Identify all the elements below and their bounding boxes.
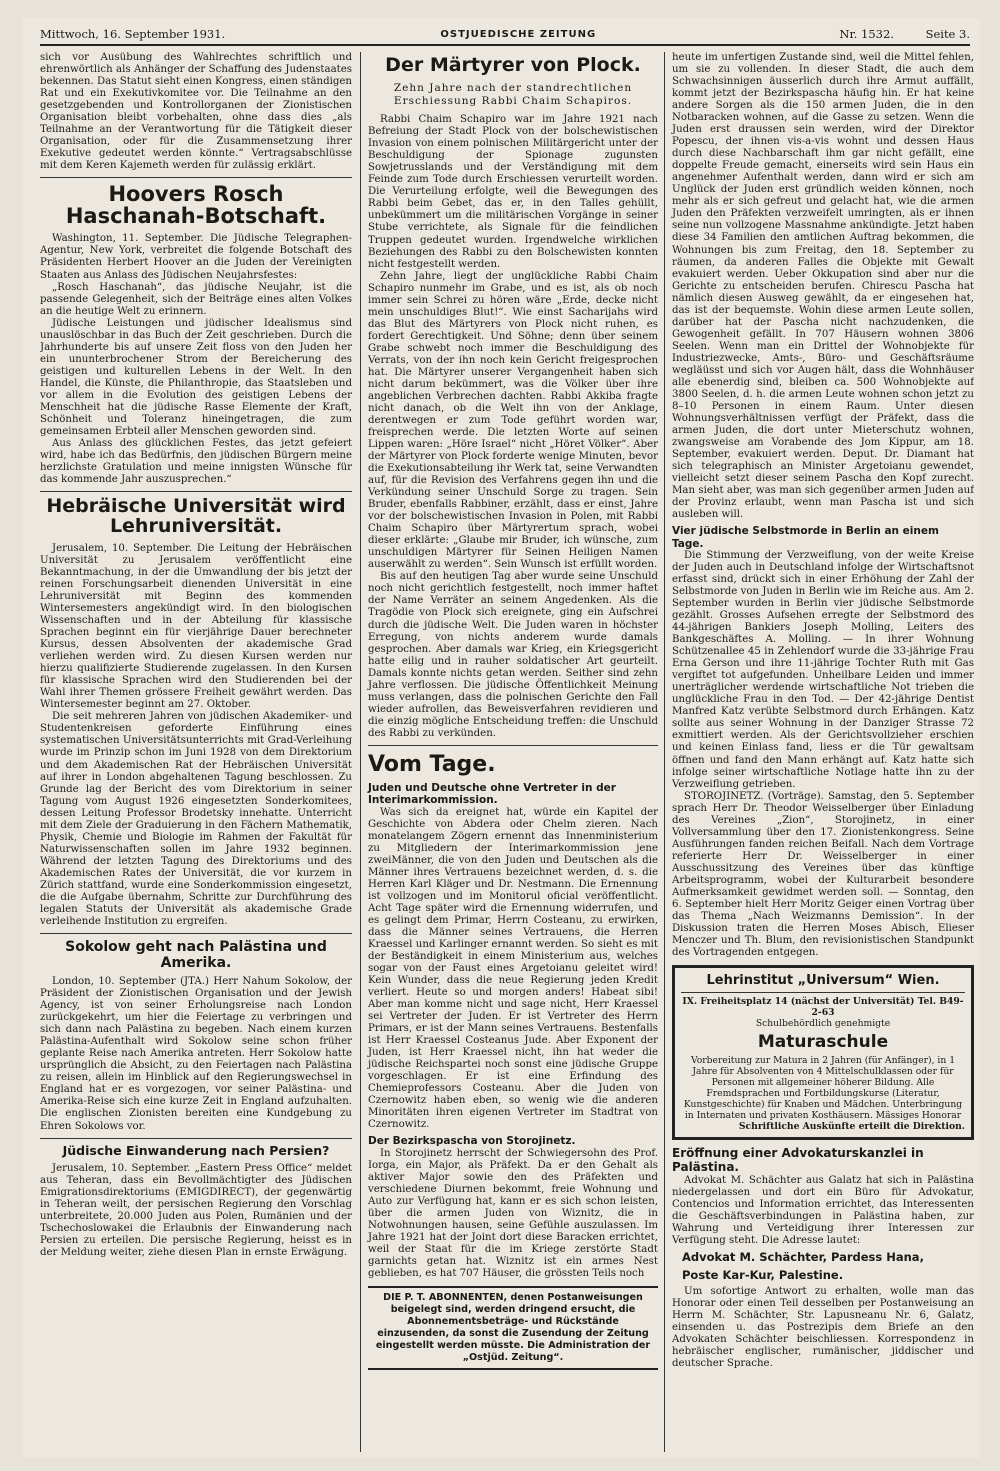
address-line: Advokat M. Schächter, Pardess Hana, bbox=[682, 1249, 924, 1264]
article-text: Rabbi Chaim Schapiro war im Jahre 1921 nach Befreiung der Stadt Plock von der bolschewistischen Invasion von einem polnischen Militärgericht unter der Beschuldigung der Spionage zugunsten Sowjetrusslands und der Verständigung mit dem Feinde zum Tode durch Erschiessen verurteilt worden. Die Verurteilung erfolgte, weil die Bewegungen des Rabbi beim Gebet, das er, in den Talles gehüllt, unbekümmert um die militärischen Vorgänge in seiner Stube verrichtete, als Signale für die feindlichen Truppen gedeutet wurden. Irgendwelche wirklichen Beziehungen des Rabbi zu den Bolschewisten konnten nicht festgestellt werden. bbox=[368, 114, 658, 270]
ad-title: Lehrinstitut „Universum“ Wien. bbox=[681, 973, 965, 993]
headline-sokolow: Sokolow geht nach Palästina und Amerika. bbox=[65, 938, 327, 972]
ad-license: Schulbehördlich genehmigte bbox=[755, 1017, 891, 1029]
ad-address: IX. Freiheitsplatz 14 (nächst der Universität) Tel. B49-2-63 bbox=[682, 995, 964, 1018]
newspaper-title: OSTJUEDISCHE ZEITUNG bbox=[440, 28, 597, 40]
ad-footer: Schriftliche Auskünfte erteilt die Direktion. bbox=[738, 1121, 965, 1133]
ad-heading: Maturaschule bbox=[757, 1031, 889, 1052]
column-right bbox=[664, 52, 974, 1452]
newspaper-page bbox=[22, 18, 980, 1458]
issue-date: Mittwoch, 16. September 1931. bbox=[40, 27, 226, 41]
page-number: Seite 3. bbox=[925, 27, 970, 41]
headline-persien: Jüdische Einwanderung nach Persien? bbox=[62, 1142, 330, 1158]
article-text: Advokat M. Schächter aus Galatz hat sich in Palästina niedergelassen und dort ein Büro für Advokatur, Contencios und Information errichtet, das Interessenten die Geschäftsverbindungen in Palästina haben, zur Wahrung und Verteidigung ihrer Interessen zur Verfügung steht. Die Adresse lautet: bbox=[672, 1174, 974, 1246]
article-text: Zehn Jahre, liegt der unglückliche Rabbi Chaim Schapiro nunmehr im Grabe, und es ist, als ob noch immer sein Schrei zu hören wäre „Erde, decke nicht mein unschuldiges Blut!“. Wie einst Sacharijahs wird das Blut des Märtyrers von Plock nicht ruhen, es fordert Gerechtigkeit. Und Söhne; denn über seinem Grabe schwebt noch immer die Beschuldigung des Verrats, von der ihn noch kein Gericht freigesprochen hat. Die Märtyrer unserer Vergangenheit haben sich nicht darum bekümmert, was die Völker über ihre angeblichen Verbrechen dachten. Rabbi Akkiba fragte nicht danach, ob die Welt ihn von der Anklage, derentwegen er zum Tode geführt worden war, freisprechen werde. Die letzten Worte auf seinen Lippen waren: „Höre Israel“ nicht „Höret Völker“. Aber der Märtyrer von Plock forderte wenige Minuten, bevor die Exekutionsabteilung ihr Werk tat, seine Verwandten auf, für die Revision des Verfahrens gegen ihn und die Verkündung seiner Unschuld Sorge zu tragen. Sein Bruder, ebenfalls Rabbiner, erzählt, dass er einst, Jahre vor der bolschewistischen Invasion in Polen, mit Rabbi Chaim Schapiro über Märtyrertum sprach, wobei dieser erklärte: „Glaube mir Bruder, ich wünsche, zum unschuldigen Märtyrer für Seinen Heiligen Namen auserwählt zu werden“. Sein Wunsch ist erfüllt worden. bbox=[368, 270, 658, 571]
section-heading-vom-tage: Vom Tage. bbox=[368, 751, 496, 777]
advertisement-maturaschule bbox=[672, 965, 974, 1140]
article-text: Aus Anlass des glücklichen Festes, das jetzt gefeiert wird, habe ich das Bedürfnis, den jüdischen Bürgern meine herzlichste Gratulation und meine innigsten Wünsche für das kommende Jahr auszusprechen.“ bbox=[40, 437, 352, 486]
headline-university: Hebräische Universität wird Lehruniversität. bbox=[46, 495, 346, 537]
article-text: Die Stimmung der Verzweiflung, von der weite Kreise der Juden auch in Deutschland infolge der Wirtschaftsnot erfasst sind, drückt sich in einer Erhöhung der Zahl der Selbstmorde von Juden in Berlin wie im Reiche aus. Am 2. September wurden in Berlin vier jüdische Selbstmorde gezählt. Grosses Aufsehen erregte der Selbstmord des 44-jährigen Bankiers Joseph Molling, Leiters des Bankgeschäftes A. Molling. — In ihrer Wohnung Schützenallee 45 in Zehlendorf wurde die 33-jährige Frau Erna Gerson und ihre 11-jährige Tochter Ruth mit Gas vergiftet tot aufgefunden. Unheilbare Leiden und immer unerträglicher werdende wirtschaftliche Not trieben die unglückliche Frau in den Tod. — Der 42-jährige Dentist Manfred Katz verübte Selbstmord durch Erhängen. Katz sollte aus seiner Wohnung in der Danziger Strasse 72 exmittiert werden. Als der Gerichtsvollzieher erschien und keinen Einlass fand, liess er die Tür gewaltsam öffnen und fand den Mann erhängt auf. Katz hatte sich infolge seiner wirtschaftliche Notlage hatte ihn zu der Verzweiflung getrieben. bbox=[672, 549, 974, 790]
article-text: Jüdische Leistungen und jüdischer Idealismus sind unauslöschbar in das Buch der Zeit geschrieben. Durch die Jahrhunderte bis auf unsere Zeit floss von den Juden her ein ununterbrochener Strom der Bereicherung des geistigen und kulturellen Lebens in der Welt. In den Handel, die Künste, die Philanthropie, das Staatsleben und vor allem in die Evolution des geistigen Lebens der Menschheit hat die jüdische Rasse Elemente der Kraft, Schönheit und Toleranz hineingetragen, die zum gemeinsamen Erbteil aller Menschen geworden sind. bbox=[40, 317, 352, 437]
article-text: Jerusalem, 10. September. Die Leitung der Hebräischen Universität zu Jerusalem veröffentlicht eine Bekanntmachung, in der die Umwandlung der bis jetzt der reinen Forschungsarbeit dienenden Universität in eine Lehruniversität mit Beginn des kommenden Wintersemesters angekündigt wird. In den biologischen Wissenschaften und in der Abteilung für klassische Sprachen beginnt ein für vierjährige Dauer berechneter Kursus, dessen Absolventen der akademische Grad verliehen werden wird. Zu diesen Kursen werden nur hierzu qualifizierte Studierende zugelassen. In den Kursen für klassische Sprachen wird den Studierenden bei der Wahl ihrer Themen grössere Freiheit gewährt werden. Das Wintersemester beginnt am 27. Oktober. bbox=[40, 542, 352, 711]
divider bbox=[40, 1138, 352, 1139]
article-lead: Vier jüdische Selbstmorde in Berlin an einem Tage. bbox=[672, 525, 939, 550]
headline-hoover: Hoovers Rosch Haschanah-Botschaft. bbox=[65, 182, 327, 229]
article-lead: Eröffnung einer Advokaturskanzlei in Palästina. bbox=[672, 1146, 924, 1175]
article-text: Die seit mehreren Jahren von jüdischen Akademiker- und Studentenkreisen geforderte Einführung eines systematischen Universitätsunterrichts mit Grad-Verleihung wurde im Prinzip schon im Juni 1928 von dem Direktorium und dem Akademischen Rat der Hebräischen Universität auf ihrer in London abgehaltenen Tagung beschlossen. Zu Grunde lag der Bericht des vom Direktorium in seiner Tagung vom August 1926 eingesetzten Sonderkomitees, dessen Leitung Professor Brodetsky innehatte. Unterricht mit dem Ziele der Graduierung in den Fächern Mathematik, Physik, Chemie und Biologie im Rahmen der Fakultät für Naturwissenschaften sollen im Jahre 1932 beginnen. Während der letzten Tagung des Direktoriums und des Akademischen Rates der Universität, die vor kurzem in Zürich stattfand, wurde eine Sonderkommission eingesetzt, die die Aufgabe übernahm, Schritte zur Durchführung des legalen Statuts der Universität als akademische Grade verleihende Institution zu ergreifen. bbox=[40, 711, 352, 927]
column-middle bbox=[360, 52, 658, 1452]
subscriber-notice: DIE P. T. ABONNENTEN, denen Postanweisungen beigelegt sind, werden dringend ersucht, die Abonnementsbeträge- und Rückstände einzusenden, da sonst die Zusendung der Zeitung eingestellt werden müsste. Die Administration der „Ostjüd. Zeitung“. bbox=[368, 1286, 658, 1370]
divider bbox=[40, 177, 352, 178]
address-line: Poste Kar-Kur, Palestine. bbox=[682, 1267, 844, 1282]
headline-plock: Der Märtyrer von Plock. bbox=[385, 54, 641, 76]
article-text: „Rosch Haschanah“, das jüdische Neujahr, ist die passende Gelegenheit, sich der Beiträge eines alten Volkes an die heutige Welt zu erinnern. bbox=[40, 281, 352, 317]
article-text: London, 10. September (JTA.) Herr Nahum Sokolow, der Präsident der Zionistischen Organisation und der Jewish Agency, ist von seiner Erholungsreise nach London zurückgekehrt, um hier die Feiertage zu verbringen und sich dann nach Palästina zu begeben. Nach einem kurzen Palästina-Aufenthalt wird Sokolow seine schon früher geplante Reise nach Amerika antreten. Herr Sokolow hatte ursprünglich die Absicht, zu den Feiertagen nach Palästina zu reisen, allein im Hinblick auf den Regierungswechsel in England hat er es vorgezogen, vor seiner Palästina- und Amerika-Reise sich eine kurze Zeit in England aufzuhalten. Die englischen Zionisten bereiten eine Kundgebung zu Ehren Sokolows vor. bbox=[40, 976, 352, 1132]
article-text: sich vor Ausübung des Wahlrechtes schriftlich und ehrenwörtlich als Anhänger der Schaffung des Judenstaates bekennen. Das Statut sieht einen Kongress, einen ständigen Rat und ein Exekutivkomitee vor. Die Teilnahme an den gesetzgebenden und Kontrollorganen der Zionistischen Organisation bleibt vorbehalten, ohne dass dies „als Teilnahme an der Verantwortung für die Tätigkeit dieser Organisation, oder für die Zusammensetzung ihrer Exekutive gedeutet werden könnte.“ Vertragsabschlüsse mit dem Keren Kajemeth werden für zulässig erklärt. bbox=[40, 52, 352, 172]
ad-text: Vorbereitung zur Matura in 2 Jahren (für Anfänger), in 1 Jahre für Absolventen von 4 Mittelschulklassen oder für Personen mit allgemeiner höherer Bildung. Alle Fremdsprachen und Fortbildungskurse (Literatur, Kunstgeschichte) für Knaben und Mädchen. Unterbringung in Internaten und privaten Kosthäusern. Mässiges Honorar bbox=[683, 1055, 963, 1122]
article-lead: Der Bezirkspascha von Storojinetz. bbox=[368, 1135, 576, 1148]
divider bbox=[40, 933, 352, 934]
issue-info bbox=[811, 27, 970, 41]
column-left bbox=[40, 52, 352, 1452]
article-text: Jerusalem, 10. September. „Eastern Press Office“ meldet aus Teheran, dass ein Bevollmächtigter des Jüdischen Emigrationsdirektoriums (EMIGDIRECT), der gegenwärtig in Teheran weilt, der persischen Regierung den Vorschlag unterbreitete, 20.000 Juden aus Polen, Rumänien und der Tschechoslowakei die Erlaubnis der Einwanderung nach Persien zu erteilen. Die persische Regierung, heisst es in der Meldung weiter, ziehe diesen Plan in ernste Erwägung. bbox=[40, 1162, 352, 1259]
article-text: Um sofortige Antwort zu erhalten, wolle man das Honorar oder einen Teil desselben per Postanweisung an Herrn M. Schächter, Str. Lapusneanu Nr. 6, Galatz, einsenden u. das Postrezipis dem Briefe an den Advokaten Schächter beischliessen. Korrespondenz in hebräischer englischer, rumänischer, jiddischer und deutscher Sprache. bbox=[672, 1285, 974, 1369]
divider bbox=[40, 491, 352, 492]
article-lead: Juden und Deutsche ohne Vertreter in der Interimarkommission. bbox=[368, 781, 616, 807]
article-text: heute im unfertigen Zustande sind, weil die Mittel fehlen, um sie zu vollenden. In dieser Stadt, die auch dem Schwachsinnigen äusserlich durch ihre Armut auffällt, kommt jetzt der Bezirkspascha häufig hin. Er hat keine andere Sorgen als die 150 armen Juden, die in den Notbaracken wohnen, auf die Gasse zu setzen. Wenn die Juden erst draussen sein werden, wird der Direktor Popescu, der ihnen vis-a-vis wohnt und dessen Haus durch diese Nachbarschaft ihm gar nicht gefällt, eine doppelte Freude gemacht, einerseits wird sein Haus ein angenehmer Aufenthalt werden, dann wird er sich am Unglück der Juden erst gründlich weiden können, noch mehr als er sich gefreut und gelacht hat, wie die armen Juden den Präfekten verzweifelt umringten, als er ihnen seine nun vollzogene Massnahme ankündigte. Jetzt haben diese 34 Familien den amtlichen Auftrag bekommen, die Wohnungen bis zum Freitag, den 18. September zu räumen, da anderen Falles die Objekte mit Gewalt evakuiert werden. Ueber Okkupation sind aber nur die Gerichte zu entscheiden berufen. Chirescu Pascha hat nämlich diesen Ausweg gewählt, da er eingesehen hat, das ist der bequemste. Wohin diese armen Leute sollen, darüber hat der Pascha nicht nachzudenken, die Gewogenheit gefällt. In 707 Häusern wohnen 3806 Seelen. Wenn man ein Drittel der Wohnobjekte für Industriezwecke, Amts-, Büro- und Geschäftsräume wegläüsst und sich vor Augen hält, dass die Wohnhäuser alle ebenerdig sind, bleiben ca. 500 Wohnobjekte auf 3800 Seelen, d. h. die armen Leute wohnen schon jetzt zu 8–10 Personen in einem Raum. Unter diesen Wohnungsverhältnissen verfügt der Präfekt, dass die armen Juden, die dort unter Mieterschutz wohnen, zwangsweise am Vorabende des Jom Kippur, am 18. September, evakuiert werden. Deput. Dr. Diamant hat sich telegraphisch an Minister Argetoianu gewendet, vielleicht setzt dieser seinem Pascha den Kopf zurecht. Man sieht aber, was man sich gegenüber armen Juden auf der Provinz erlaubt, wenn man Pascha ist und sich ausleben will. bbox=[672, 52, 974, 521]
article-text: Washington, 11. September. Die Jüdische Telegraphen-Agentur, New York, verbreitet die folgende Botschaft des Präsidenten Herbert Hoover an die Juden der Vereinigten Staaten aus Anlass des Jüdischen Neujahrsfestes: bbox=[40, 233, 352, 281]
divider bbox=[368, 745, 658, 746]
article-text: In Storojinetz herrscht der Schwiegersohn des Prof. Iorga, ein Major, als Präfekt. Da er den Gehalt als aktiver Major sowie den des Präfekten und verschiedene Diurnen bekommt, freie Wohnung und Auto zur Verfügung hat, kann er es sich schon leisten, über die armen Juden von Wiznitz, die in Notwohnungen hausen, seine Gefühle auszulassen. Im Jahre 1921 hat der Joint dort diese Baracken errichtet, weil der Staat für die im Kriege zerstörte Stadt garnichts getan hat. Wiznitz ist ein armes Nest geblieben, es hat 707 Häuser, die grössten Teils noch bbox=[368, 1147, 658, 1280]
article-text: Bis auf den heutigen Tag aber wurde seine Unschuld noch nicht gerichtlich festgestellt, noch immer haftet der Name Verräter an seinem Angedenken. Als die Tragödie von Plock sich ereignete, ging ein Aufschrei durch die jüdische Welt. Die Juden waren in höchster Erregung, von nichts anderem wurde damals gesprochen. Aber damals war Krieg, ein Kriegsgericht hatte eilig und in rauher soldatischer Art geurteilt. Damals konnte nichts getan werden. Seither sind zehn Jahre verflossen. Die jüdische Öffentlichkeit Meinung muss verlangen, dass die polnischen Gerichte den Fall wieder aufrollen, das Beweisverfahren revidieren und die einzig mögliche Entscheidung treffen: die Unschuld des Rabbi zu verkünden. bbox=[368, 571, 658, 739]
masthead bbox=[40, 24, 970, 46]
issue-number: Nr. 1532. bbox=[839, 27, 894, 41]
subheadline-plock: Zehn Jahre nach der standrechtlichen Erschiessung Rabbi Chaim Schapiros. bbox=[393, 81, 633, 108]
article-text: STOROJINETZ. (Vorträge). Samstag, den 5. September sprach Herr Dr. Theodor Weisselberger über Einladung des Vereines „Zion“, Storojinetz, in einer Vollversammlung über den 17. Zionistenkongress. Seine Ausführungen fanden reichen Beifall. Nach dem Vortrage referierte Herr Dr. Weisselberger in einer Ausschussitzung des Vereines über das künftige Arbeitsprogramm, wobei der Kulturarbeit besondere Aufmerksamkeit gewidmet werden soll. — Sonntag, den 6. September hielt Herr Moritz Geiger einen Vortrag über das Thema „Nach Weizmanns Demission“. In der Diskussion traten die Herren Moses Abisch, Elieser Menczer und Th. Blum, den revisionistischen Standpunkt des Vortragenden entgegen. bbox=[672, 790, 974, 958]
article-text: Was sich da ereignet hat, würde ein Kapitel der Geschichte von Abdera oder Chelm zieren. Nach monatelangem Zögern ernennt das Innenministerium zu Mitgliedern der Interimarkommission jene zweiMänner, die von den Juden und Deutschen als die Männer ihres Vertrauens bezeichnet werden, d. s. die Herren Karl Kläger und Dr. Nestmann. Die Ernennung ist vollzogen und im Monitorul oficial veröffentlicht. Acht Tage später wird die Ernennung widerrufen, und es gelingt dem Primar, Herrn Costeanu, zu erwirken, dass die Männer seines Vertrauens, die Herren Kraessel und Karlinger ernannt werden. So sieht es mit der Beständigkeit in einem Ministerium aus, welches sogar von der Faust eines Argetoianu geleitet wird! Kein Wunder, dass die neue Regierung jeden Kredit verliert. Heute so und morgen anders! Habeat sibi! Aber man komme nicht und sage nicht, Herr Kraessel sei Vertreter der Juden. Er ist Vertreter des Herrn Primars, er ist der Mann seines Vertrauens. Bestenfalls ist Herr Kraessel Costeanus Jude. Aber Exponent der Juden, ist Herr Kraessel nicht, ihn hat weder die jüdische Reichspartei noch sonst eine jüdische Gruppe vorgeschlagen. Er ist eine Erfindung des Chemieprofessors Costeanu. Aber die Juden von Czernowitz haben eben, so wenig wie die anderen Minoritäten ihren eigenen Vertreter im Stadtrat von Czernowitz. bbox=[368, 806, 658, 1131]
